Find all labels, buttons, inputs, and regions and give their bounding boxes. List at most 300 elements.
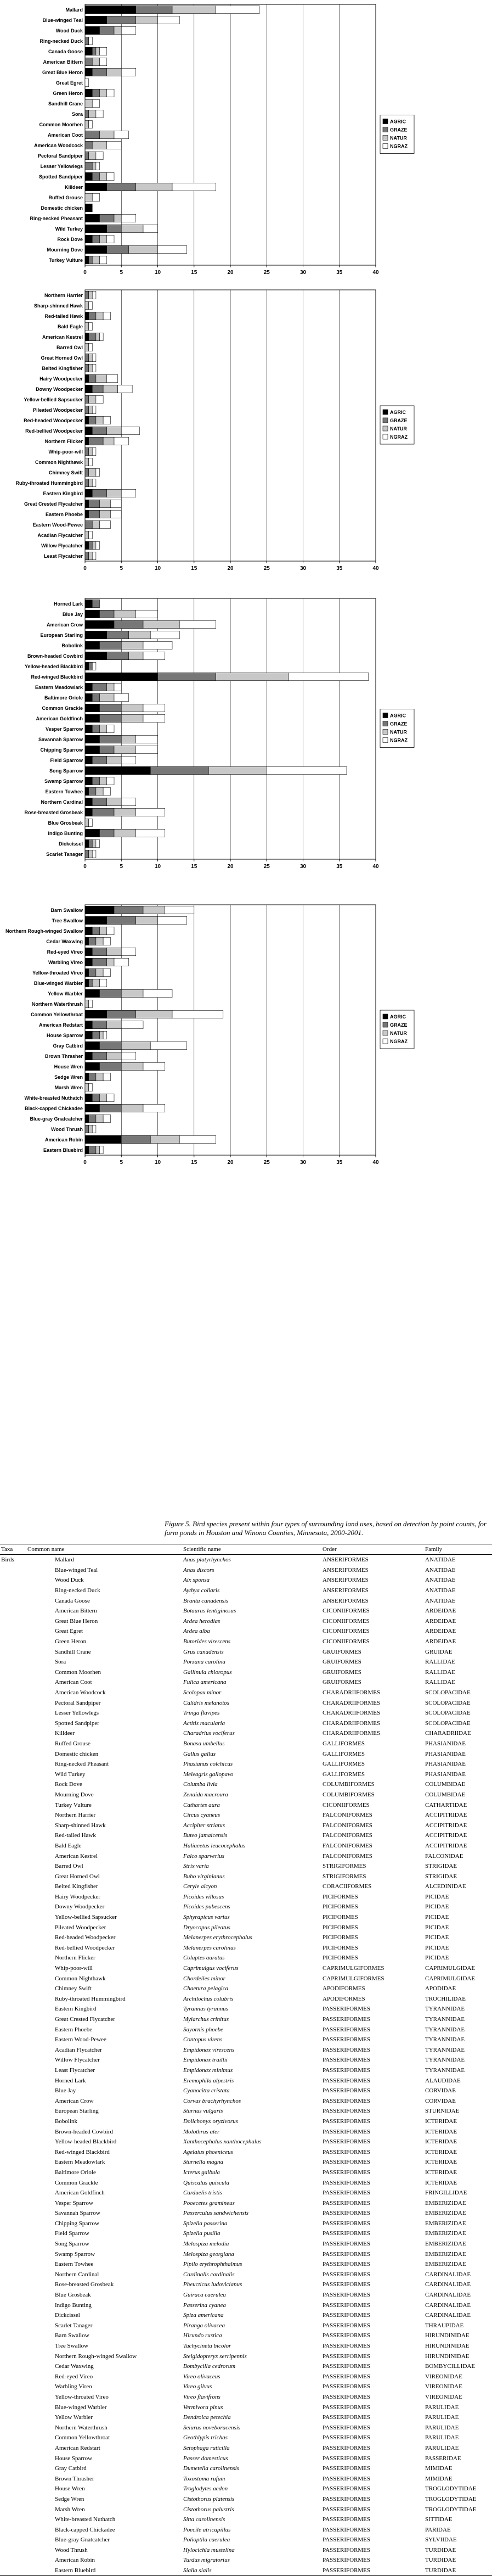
taxa-cell <box>0 2259 26 2270</box>
bar-segment-agric <box>85 1073 89 1080</box>
bar-segment-graze <box>92 235 99 243</box>
common-name-cell: Eastern Meadowlark <box>55 2159 105 2166</box>
header-taxa: Taxa <box>0 1544 26 1555</box>
bar-segment-agric <box>85 437 89 445</box>
taxa-cell <box>0 1892 26 1902</box>
family-cell: COLUMBIDAE <box>425 1791 466 1798</box>
taxa-cell <box>0 2198 26 2208</box>
family-cell: EMBERIZIDAE <box>425 2230 466 2237</box>
order-cell: PASSERIFORMES <box>323 2383 371 2390</box>
family-cell: CARDINALIDAE <box>425 2271 471 2278</box>
table-row <box>0 1555 492 1565</box>
bar-segment-graze <box>89 937 96 945</box>
bar-segment-ngraz <box>92 291 96 299</box>
order-cell: ANSERIFORMES <box>323 1577 369 1584</box>
taxa-cell <box>0 2228 26 2239</box>
common-name-cell: Hairy Woodpecker <box>55 1893 100 1900</box>
category-label: Brown Thrasher <box>44 1054 83 1059</box>
family-cell: PHASIANIDAE <box>425 1761 466 1768</box>
table-row <box>0 1698 492 1708</box>
common-name-cell: Mourning Dove <box>55 1791 94 1798</box>
family-cell: EMBERIZIDAE <box>425 2210 466 2217</box>
family-cell: PICIDAE <box>425 1934 449 1941</box>
bar-segment-graze <box>85 395 89 403</box>
bar-segment-graze <box>114 620 143 628</box>
bar-segment-agric <box>85 68 92 76</box>
taxa-cell <box>0 1810 26 1821</box>
family-cell: PICIDAE <box>425 1893 449 1900</box>
taxa-cell <box>0 1698 26 1708</box>
category-label: Sandhill Crane <box>48 101 83 107</box>
scientific-name-cell: Icterus galbula <box>183 2169 220 2176</box>
scientific-name-cell: Sayornis phoebe <box>183 2026 224 2033</box>
bar-segment-natur <box>89 110 96 117</box>
common-name-cell: Whip-poor-will <box>55 1965 93 1972</box>
common-name-cell: Common Yellowthroat <box>55 2434 110 2441</box>
scientific-name-cell: Empidonax traillii <box>183 2057 228 2064</box>
scientific-name-cell: Aythya collaris <box>183 1587 220 1594</box>
legend-swatch <box>383 1022 388 1027</box>
table-row <box>0 1984 492 1994</box>
scientific-name-cell: Tachycineta bicolor <box>183 2343 231 2350</box>
legend-label: AGRIC <box>390 119 406 125</box>
common-name-cell: Eastern Kingbird <box>55 2006 97 2013</box>
table-row <box>0 1922 492 1933</box>
category-label: Song Sparrow <box>49 768 83 774</box>
taxa-cell <box>0 2188 26 2198</box>
x-tick-label: 30 <box>299 864 307 870</box>
category-label: Blue-winged Warbler <box>33 981 83 986</box>
bar-segment-ngraz <box>114 131 129 138</box>
legend-swatch <box>383 418 388 423</box>
common-name-cell: Common Nighthawk <box>55 1975 106 1982</box>
bar-segment-graze <box>92 600 99 607</box>
table-row <box>0 1912 492 1923</box>
category-label: Field Sparrow <box>50 758 83 763</box>
bar-segment-ngraz <box>103 1073 110 1080</box>
table-row <box>0 2535 492 2545</box>
bar-segment-ngraz <box>121 798 136 805</box>
order-cell: CICONIIFORMES <box>323 1801 370 1808</box>
bar-segment-natur <box>136 1010 172 1018</box>
bar-segment-ngraz <box>289 673 369 680</box>
scientific-name-cell: Empidonax virescens <box>183 2046 235 2053</box>
order-cell: PICIFORMES <box>323 1934 358 1941</box>
table-row <box>0 2494 492 2505</box>
bar-segment-graze <box>85 552 89 559</box>
bar-segment-ngraz <box>92 447 96 455</box>
order-cell: PASSERIFORMES <box>323 2455 371 2462</box>
table-row <box>0 2035 492 2045</box>
family-cell: STRIGIDAE <box>425 1873 457 1880</box>
category-label: Common Grackle <box>42 705 83 711</box>
taxa-cell <box>0 2433 26 2443</box>
category-label: Gray Catbird <box>53 1043 83 1049</box>
order-cell: PASSERIFORMES <box>323 2393 371 2400</box>
bar-segment-agric <box>85 204 92 211</box>
common-name-cell: Rock Dove <box>55 1781 82 1788</box>
bar-segment-graze <box>89 416 96 424</box>
common-name-cell: Blue Grosbeak <box>55 2292 91 2299</box>
common-name-cell: Barred Owl <box>55 1863 83 1870</box>
bar-segment-ngraz <box>103 312 110 320</box>
common-name-cell: Yellow Warbler <box>55 2414 93 2421</box>
common-name-cell: Northern Harrier <box>55 1812 96 1819</box>
scientific-name-cell: Grus canadensis <box>183 1648 224 1655</box>
scientific-name-cell: Cardinalis cardinalis <box>183 2271 235 2278</box>
table-row <box>0 1994 492 2004</box>
table-row <box>0 2321 492 2331</box>
chart-panel-4 <box>0 900 492 1513</box>
scientific-name-cell: Sitta carolinensis <box>183 2516 225 2523</box>
common-name-cell: Great Blue Heron <box>55 1617 98 1625</box>
bar-segment-ngraz <box>150 631 179 639</box>
category-label: Red-headed Woodpecker <box>24 418 83 423</box>
category-label: Acadian Flycatcher <box>37 533 83 538</box>
bar-segment-graze <box>100 1104 122 1112</box>
scientific-name-cell: Picoides villosus <box>183 1893 224 1900</box>
order-cell: CAPRIMULGIFORMES <box>323 1975 384 1982</box>
legend-label: NGRAZ <box>390 434 408 440</box>
bar-segment-agric <box>85 620 114 628</box>
scientific-name-cell: Ceryle alcyon <box>183 1883 217 1890</box>
taxa-cell <box>0 1851 26 1861</box>
bar-segment-natur <box>216 673 289 680</box>
order-cell: PASSERIFORMES <box>323 2475 371 2482</box>
category-label: Rose-breasted Grosbeak <box>24 810 83 815</box>
bar-segment-graze <box>92 47 96 55</box>
family-cell: PHASIANIDAE <box>425 1771 466 1778</box>
bar-segment-ngraz <box>143 1104 165 1112</box>
bar-segment-natur <box>92 979 99 987</box>
bar-segment-natur <box>100 1094 107 1101</box>
order-cell: PICIFORMES <box>323 1955 358 1962</box>
common-name-cell: Pileated Woodpecker <box>55 1924 106 1931</box>
bar-segment-natur <box>150 1135 179 1143</box>
table-row <box>0 1769 492 1779</box>
bar-segment-ngraz <box>89 1083 93 1091</box>
x-tick-label: 30 <box>299 270 307 276</box>
x-tick-label: 5 <box>120 565 123 572</box>
bar-segment-ngraz <box>92 662 96 670</box>
scientific-name-cell: Sturnella magna <box>183 2159 224 2166</box>
common-name-cell: Indigo Bunting <box>55 2301 92 2309</box>
category-label: Chimney Swift <box>48 470 83 475</box>
family-cell: ANATIDAE <box>425 1577 456 1584</box>
order-cell: PASSERIFORMES <box>323 2077 371 2084</box>
bar-segment-graze <box>89 541 93 549</box>
order-cell: PASSERIFORMES <box>323 2414 371 2421</box>
bar-segment-ngraz <box>96 152 103 159</box>
table-row <box>0 1902 492 1912</box>
order-cell: PASSERIFORMES <box>323 2343 371 2350</box>
taxa-cell <box>0 1779 26 1790</box>
category-label: Rock Dove <box>57 237 83 242</box>
taxa-cell <box>0 1800 26 1810</box>
order-cell: PASSERIFORMES <box>323 2516 371 2523</box>
table-row <box>0 2157 492 2168</box>
category-label: Whip-poor-will <box>48 449 83 455</box>
family-cell: PICIDAE <box>425 1955 449 1962</box>
bar-segment-ngraz <box>92 479 96 486</box>
bar-segment-natur <box>121 1104 143 1112</box>
family-cell: TURDIDAE <box>424 2566 492 2576</box>
taxa-cell <box>0 1718 26 1729</box>
taxa-cell <box>0 2566 26 2576</box>
legend-swatch <box>383 713 388 718</box>
category-label: American Kestrel <box>42 334 83 340</box>
family-cell: SCOLOPACIDAE <box>425 1710 471 1717</box>
bar-segment-ngraz <box>89 37 93 44</box>
bar-segment-graze <box>85 468 89 476</box>
taxa-cell <box>0 2392 26 2403</box>
bar-segment-ngraz <box>107 1094 114 1101</box>
common-name-cell: American Coot <box>55 1679 92 1686</box>
common-name-cell: American Crow <box>55 2097 94 2104</box>
common-name-cell: Acadian Flycatcher <box>55 2046 102 2053</box>
scientific-name-cell: Quiscalus quiscula <box>183 2179 230 2186</box>
bar-segment-graze <box>89 979 93 987</box>
scientific-name-cell: Accipiter striatus <box>183 1822 225 1829</box>
family-cell: ICTERIDAE <box>425 2118 457 2125</box>
scientific-name-cell: Botaurus lentiginosus <box>183 1608 236 1615</box>
bar-segment-natur <box>129 631 151 639</box>
legend-label: AGRIC <box>390 1014 406 1020</box>
order-cell: FALCONIFORMES <box>323 1842 372 1849</box>
bar-segment-ngraz <box>121 68 136 76</box>
order-cell: PASSERIFORMES <box>323 2026 371 2033</box>
bar-segment-ngraz <box>121 214 136 222</box>
bar-segment-natur <box>121 989 143 997</box>
legend-swatch <box>383 410 388 415</box>
bar-segment-ngraz <box>107 777 114 785</box>
scientific-name-cell: Charadrius vociferus <box>183 1730 235 1737</box>
taxa-cell <box>0 2535 26 2545</box>
bar-segment-graze <box>100 735 122 743</box>
scientific-name-cell: Polioptila caerulea <box>183 2536 230 2544</box>
order-cell: PASSERIFORMES <box>323 2016 371 2023</box>
table-row <box>0 2045 492 2056</box>
category-label: Sora <box>71 111 83 117</box>
scientific-name-cell: Tyrannus tyrannus <box>183 2006 228 2013</box>
legend-label: AGRIC <box>390 410 406 415</box>
table-row <box>0 1718 492 1729</box>
bar-segment-natur <box>172 5 216 13</box>
x-tick-label: 25 <box>263 864 270 870</box>
order-cell: PICIFORMES <box>323 1924 358 1931</box>
taxa-cell <box>0 1820 26 1830</box>
x-tick-label: 10 <box>154 1160 161 1166</box>
order-cell: GALLIFORMES <box>323 1740 365 1747</box>
bar-segment-natur <box>100 693 115 701</box>
category-label: Yellow-headed Blackbird <box>24 664 83 669</box>
taxa-cell <box>0 2361 26 2372</box>
order-cell: PASSERIFORMES <box>323 2241 371 2248</box>
common-name-cell: Northern Flicker <box>55 1955 95 1962</box>
taxa-cell <box>0 2065 26 2076</box>
bar-segment-graze <box>92 777 99 785</box>
bar-segment-natur <box>96 787 103 795</box>
bar-segment-agric <box>85 385 92 393</box>
taxa-cell <box>0 2300 26 2310</box>
category-label: Wood Duck <box>55 28 83 33</box>
bar-segment-ngraz <box>143 652 165 659</box>
bar-segment-ngraz <box>143 989 172 997</box>
bar-segment-natur <box>100 725 107 732</box>
common-name-cell: Mallard <box>55 1556 74 1564</box>
scientific-name-cell: Turdus migratorius <box>183 2557 230 2564</box>
bar-segment-natur <box>85 301 89 309</box>
category-label: Green Heron <box>53 91 83 96</box>
taxa-cell <box>0 2310 26 2321</box>
scientific-name-cell: Poecile atricapillus <box>183 2526 231 2533</box>
bar-segment-ngraz <box>107 172 114 180</box>
family-cell: ANATIDAE <box>425 1566 456 1573</box>
bar-segment-graze <box>100 641 122 649</box>
bar-segment-ngraz <box>103 787 110 795</box>
bar-segment-natur <box>92 541 96 549</box>
table-row <box>0 1851 492 1861</box>
bar-segment-ngraz <box>121 489 136 497</box>
category-label: Least Flycatcher <box>43 553 83 559</box>
category-label: Common Moorhen <box>39 122 83 127</box>
scientific-name-cell: Circus cyaneus <box>183 1812 220 1819</box>
bar-segment-natur <box>129 652 144 659</box>
common-name-cell: Yellow-headed Blackbird <box>55 2138 117 2146</box>
order-cell: PASSERIFORMES <box>323 2118 371 2125</box>
category-label: Ring-necked Pheasant <box>30 216 83 221</box>
bar-segment-ngraz <box>96 110 103 117</box>
bar-segment-natur <box>208 766 267 774</box>
order-cell: PASSERIFORMES <box>323 2495 371 2502</box>
bar-segment-natur <box>143 906 165 914</box>
family-cell: CARDINALIDAE <box>425 2312 471 2319</box>
bar-segment-agric <box>85 916 107 924</box>
bar-segment-ngraz <box>267 766 347 774</box>
taxa-cell <box>0 2290 26 2300</box>
table-row <box>0 1616 492 1627</box>
bar-segment-graze <box>114 906 143 914</box>
common-name-cell: Pectoral Sandpiper <box>55 1699 101 1706</box>
scientific-name-cell: Butorides virescens <box>183 1638 231 1645</box>
order-cell: CICONIIFORMES <box>323 1608 370 1615</box>
taxa-cell <box>0 1841 26 1851</box>
order-cell: PASSERIFORMES <box>323 2087 371 2095</box>
x-tick-label: 15 <box>191 565 197 572</box>
bar-segment-agric <box>85 610 100 618</box>
family-cell: FRINGILLIDAE <box>425 2189 467 2197</box>
taxa-cell <box>0 1902 26 1912</box>
bar-segment-agric <box>85 214 100 222</box>
bar-segment-natur <box>114 808 136 816</box>
bar-segment-agric <box>85 1010 107 1018</box>
bar-segment-natur <box>92 162 96 170</box>
family-cell: HIRUNDINIDAE <box>425 2353 470 2360</box>
bar-segment-graze <box>85 58 92 65</box>
scientific-name-cell: Caprimulgus vociferus <box>183 1965 239 1972</box>
bar-segment-graze <box>107 225 122 232</box>
bar-segment-natur <box>85 193 92 201</box>
family-cell: PARULIDAE <box>425 2404 459 2411</box>
family-cell: CORVIDAE <box>425 2087 456 2095</box>
bar-segment-agric <box>85 256 89 264</box>
common-name-cell: Great Crested Flycatcher <box>55 2016 115 2023</box>
table-row <box>0 2382 492 2392</box>
table-row <box>0 2249 492 2259</box>
bar-segment-natur <box>100 131 115 138</box>
bar-segment-ngraz <box>136 610 158 618</box>
category-label: Tree Swallow <box>52 918 83 923</box>
category-label: Blue Jay <box>62 612 83 617</box>
category-label: American Crow <box>46 622 83 628</box>
header-family: Family <box>424 1544 492 1555</box>
order-cell: PASSERIFORMES <box>323 2444 371 2451</box>
scientific-name-cell: Tringa flavipes <box>183 1710 220 1717</box>
scientific-name-cell: Dumetella carolinensis <box>183 2465 239 2472</box>
order-cell: PASSERIFORMES <box>323 2363 371 2370</box>
table-row <box>0 2504 492 2515</box>
order-cell: PASSERIFORMES <box>323 2353 371 2360</box>
bar-segment-ngraz <box>158 245 187 253</box>
bar-segment-ngraz <box>172 183 216 191</box>
taxa-cell <box>0 1637 26 1647</box>
category-label: Northern Rough-winged Swallow <box>5 928 83 934</box>
bar-segment-ngraz <box>114 958 129 966</box>
common-name-cell: Common Grackle <box>55 2179 98 2186</box>
table-header-row <box>0 1544 492 1555</box>
bar-segment-agric <box>85 26 100 34</box>
legend-swatch <box>383 730 388 735</box>
order-cell: PASSERIFORMES <box>323 2332 371 2339</box>
family-cell: ARDEIDAE <box>425 1617 456 1625</box>
legend-swatch <box>383 426 388 431</box>
bar-segment-graze <box>85 447 89 455</box>
bar-segment-graze <box>92 1052 107 1060</box>
common-name-cell: Brown Thrasher <box>55 2475 94 2482</box>
table-row <box>0 2024 492 2035</box>
order-cell: PASSERIFORMES <box>323 2261 371 2268</box>
common-name-cell: Wood Duck <box>55 1577 84 1584</box>
common-name-cell: Yellow-throated Vireo <box>55 2393 109 2400</box>
bar-segment-agric <box>85 725 92 732</box>
scientific-name-cell: Ardea alba <box>183 1628 210 1635</box>
bar-segment-natur <box>100 927 107 934</box>
order-cell: PASSERIFORMES <box>323 2179 371 2186</box>
bar-segment-natur <box>121 704 143 712</box>
bar-segment-ngraz <box>92 364 96 372</box>
table-row <box>0 1943 492 1953</box>
table-row <box>0 2239 492 2249</box>
order-cell: GRUIFORMES <box>323 1648 361 1655</box>
table-row <box>0 2106 492 2116</box>
x-tick-label: 5 <box>120 270 123 276</box>
category-label: Vesper Sparrow <box>45 726 83 732</box>
taxa-cell <box>0 2412 26 2423</box>
taxa-cell <box>0 1575 26 1586</box>
family-cell: TYRANNIDAE <box>425 2067 465 2074</box>
category-label: Downy Woodpecker <box>36 387 83 392</box>
scientific-name-cell: Melanerpes carolinus <box>183 1944 236 1951</box>
category-label: American Redstart <box>38 1022 83 1028</box>
order-cell: APODIFORMES <box>323 1995 365 2002</box>
family-cell: HIRUNDINIDAE <box>425 2343 470 2350</box>
order-cell: PASSERIFORMES <box>323 2210 371 2217</box>
category-label: Pileated Woodpecker <box>33 407 83 413</box>
family-cell: TROGLODYTIDAE <box>425 2506 477 2513</box>
family-cell: VIREONIDAE <box>425 2383 462 2390</box>
taxa-cell <box>0 2524 26 2535</box>
bar-segment-natur <box>121 714 143 722</box>
